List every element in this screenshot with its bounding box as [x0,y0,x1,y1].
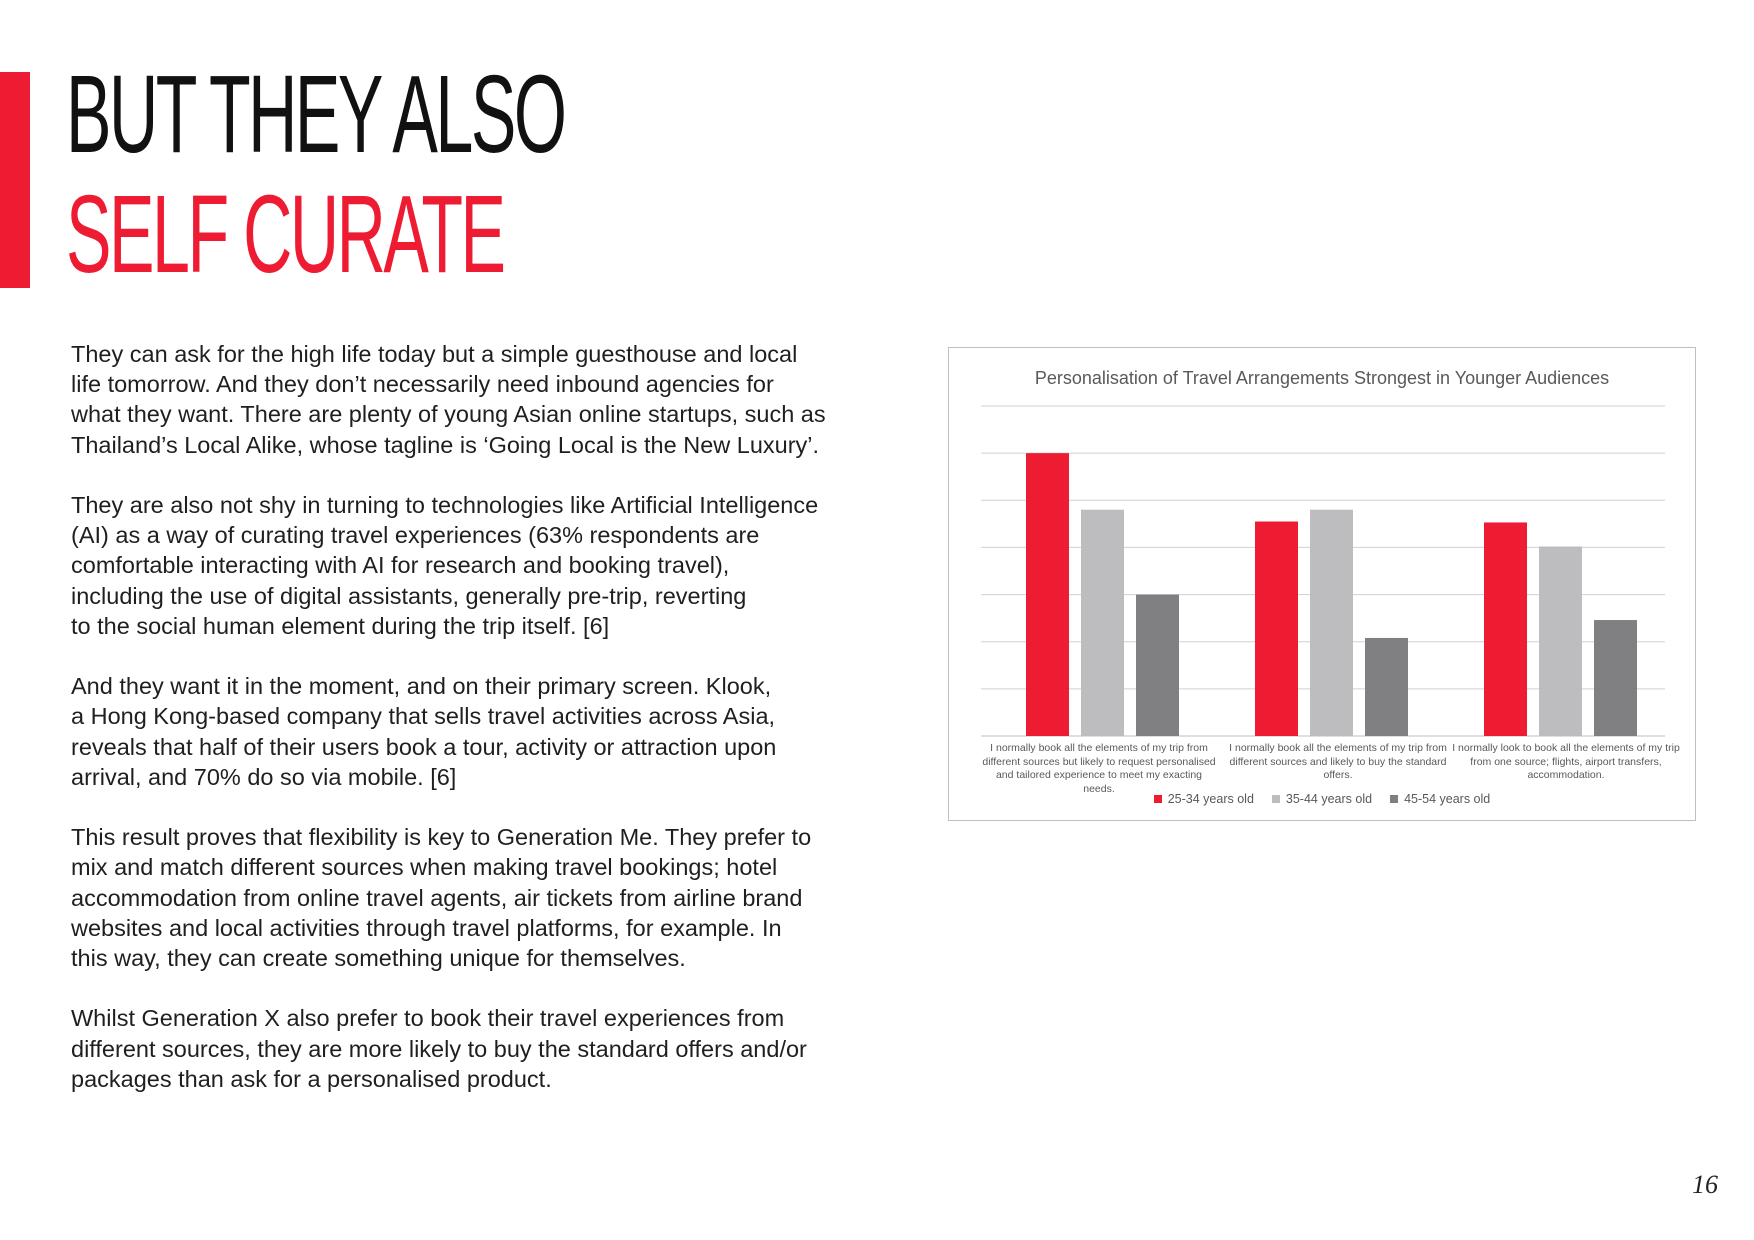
bar-25-34-years-old [1484,522,1527,736]
legend-swatch [1272,795,1280,803]
page-number: 16 [1692,1170,1718,1199]
bar-25-34-years-old [1255,522,1298,737]
bar-35-44-years-old [1539,546,1582,736]
legend-label: 25-34 years old [1167,792,1254,806]
chart-title: Personalisation of Travel Arrangements Strongest in Younger Audiences [1034,368,1610,388]
legend-swatch [1154,795,1162,803]
bar-35-44-years-old [1310,510,1353,736]
title-line-1: BUT THEY ALSO [66,53,565,176]
paragraph: They can ask for the high life today but a simple guesthouse and local life tomorrow. And they don’t necessarily need inbound agencies for what they want. There are plenty of young Asian online startups, such as Thailand’s Local Alike, whose tagline is ‘Going Local is the New Luxury’. [71,341,826,458]
legend-label: 35-44 years old [1285,792,1373,806]
legend-swatch [1390,795,1398,803]
chart-legend [949,792,1695,806]
legend-item [1272,792,1372,806]
accent-bar [0,72,30,288]
body-text [71,339,901,1124]
page-title [66,55,564,295]
paragraph: And they want it in the moment, and on their primary screen. Klook, a Hong Kong-based company that sells travel activities across Asia, reveals that half of their users book a tour, activity or attraction upon arrival, and 70% do so via mobile. [6] [71,673,777,790]
bar-25-34-years-old [1026,453,1069,736]
category-label: I normally look to book all the elements of my trip from one source; flights, airport transfers, accommodation. [1452,742,1680,781]
paragraph: They are also not shy in turning to technologies like Artificial Intelligence (AI) as a way of curating travel experiences (63% respondents are comfortable interacting with AI for research and booking travel), including the use of digital assistants, generally pre-trip, reverting to the social human element during the trip itself. [6] [71,492,819,639]
paragraph: This result proves that flexibility is key to Generation Me. They prefer to mix and match different sources when making travel bookings; hotel accommodation from online travel agents, air tickets from airline brand websites and local activities through travel platforms, for example. In this way, they can create something unique for themselves. [71,824,812,972]
bar-45-54-years-old [1136,595,1179,736]
legend-label: 45-54 years old [1404,792,1491,806]
bar-35-44-years-old [1081,510,1124,736]
bar-45-54-years-old [1594,620,1637,736]
title-line-2: SELF CURATE [66,173,504,296]
chart [948,347,1696,821]
category-label: I normally book all the elements of my trip from different sources but likely to request personalised and tailored experience to meet my exacting needs. [982,742,1216,795]
legend-item [1154,792,1254,806]
bar-45-54-years-old [1365,638,1408,736]
legend-item [1390,792,1490,806]
category-label: I normally book all the elements of my trip from different sources and likely to buy the standard offers. [1229,742,1447,781]
paragraph: Whilst Generation X also prefer to book their travel experiences from different sources, they are more likely to buy the standard offers and/or packages than ask for a personalised product. [71,1005,807,1092]
